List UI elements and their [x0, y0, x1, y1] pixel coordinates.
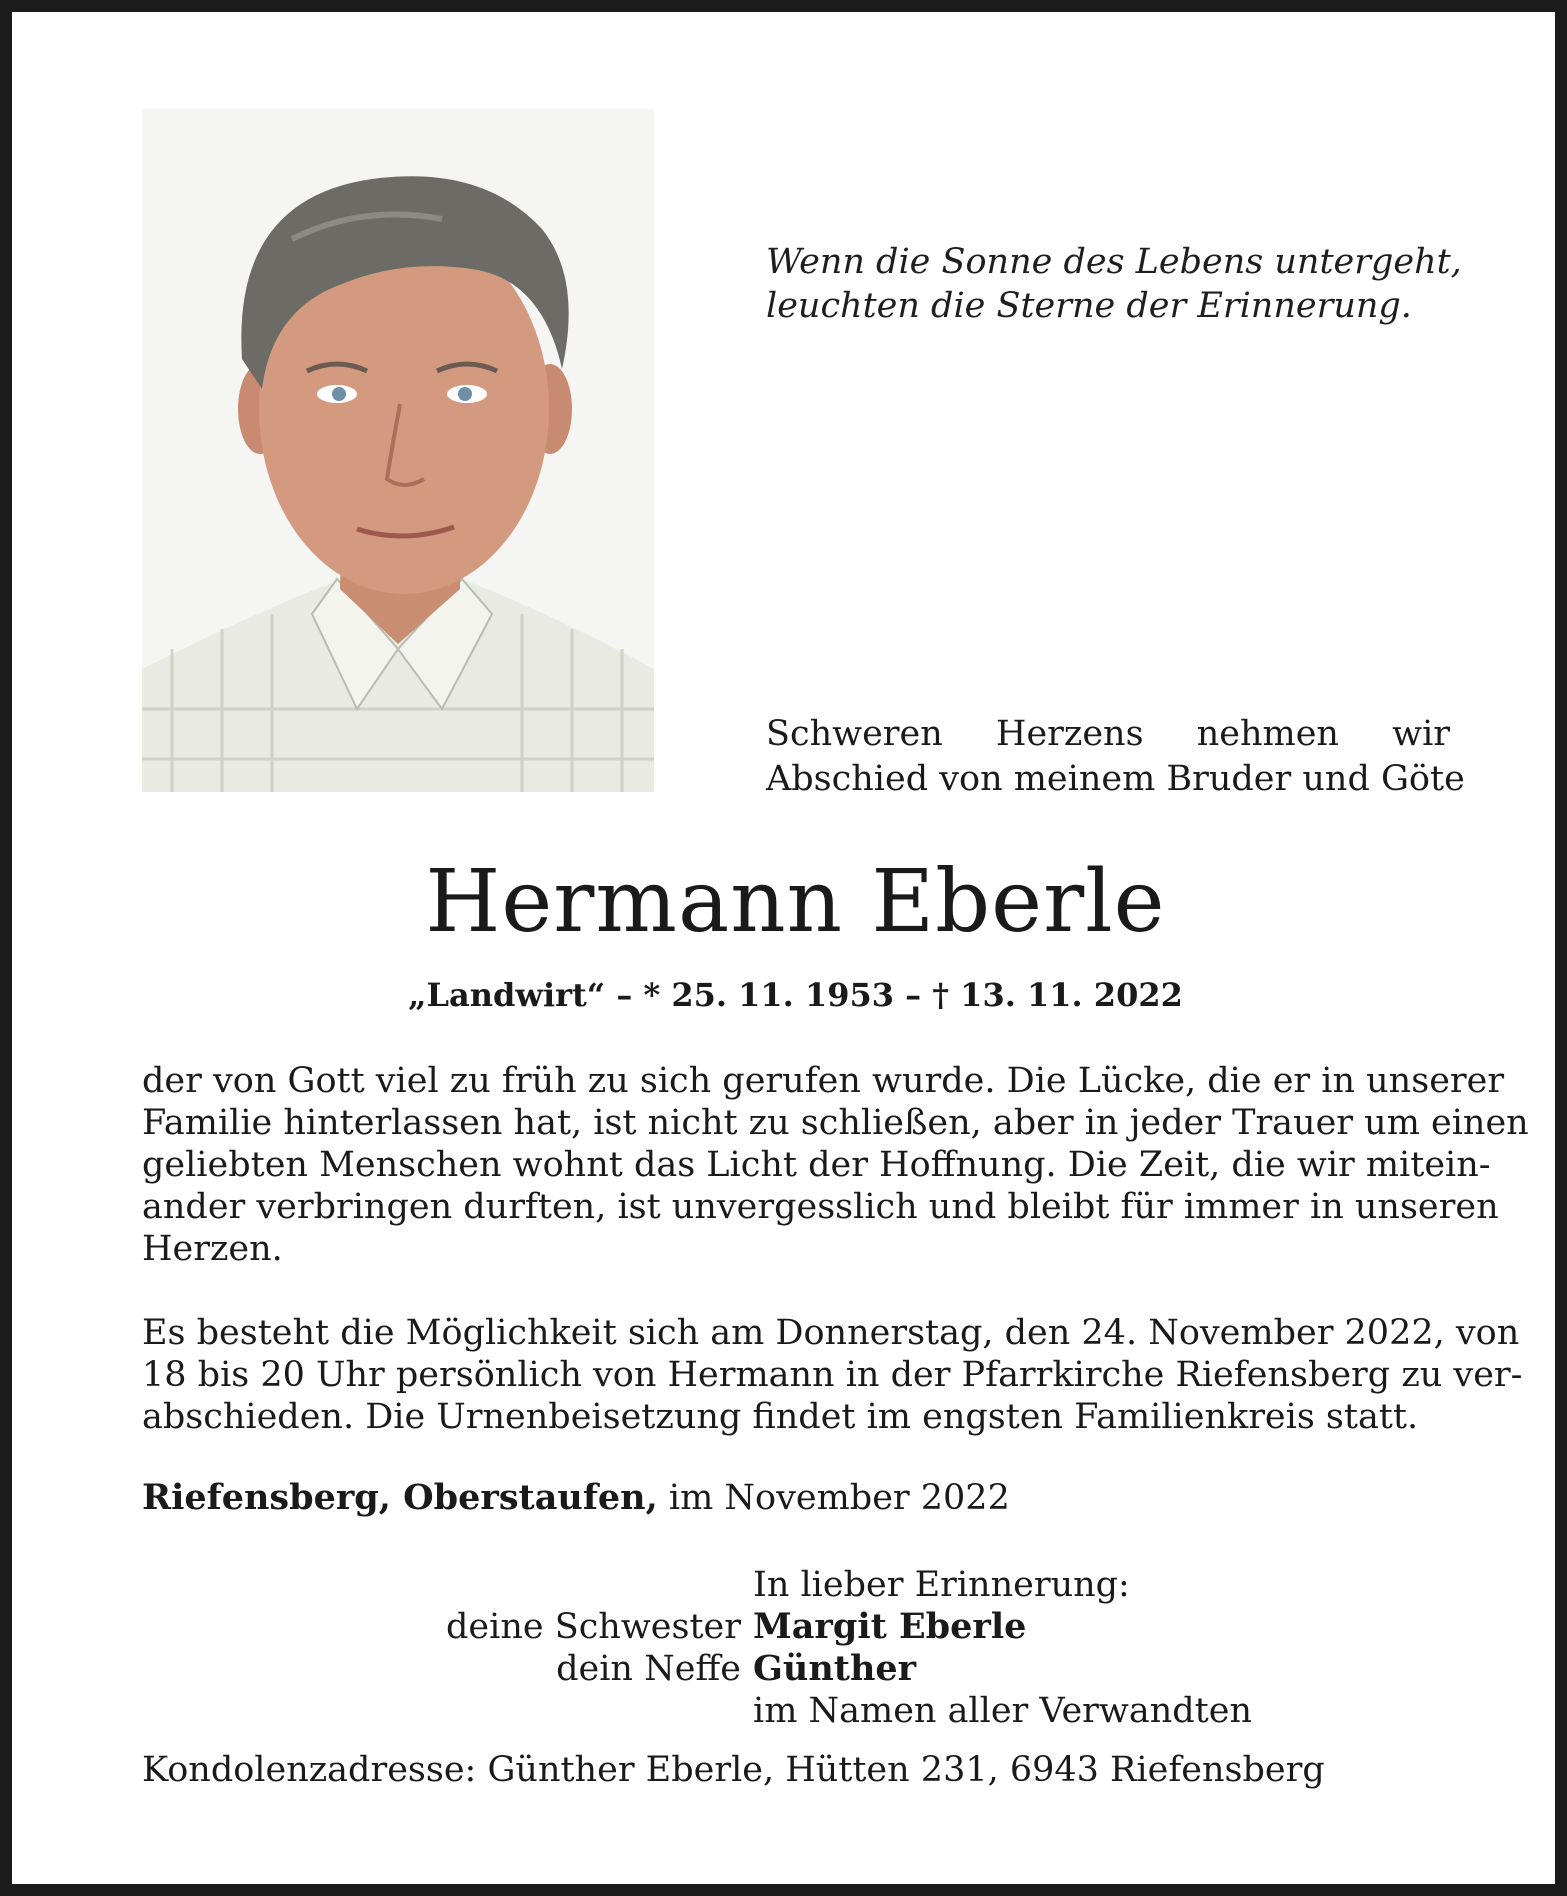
signer-name: Margit Eberle: [753, 1606, 1027, 1647]
condolence-address: Kondolenzadresse: Günther Eberle, Hütten 231, 6943 Riefensberg: [142, 1750, 1325, 1790]
signature-heading: In lieber Erinnerung:: [753, 1565, 1130, 1605]
paragraph-arrangements: [142, 1312, 1523, 1438]
relation-label: dein Neffe: [556, 1649, 741, 1689]
place-and-date: [142, 1477, 1010, 1519]
life-dates: „Landwirt“ – * 25. 11. 1953 – † 13. 11. 2022: [408, 976, 1183, 1014]
paragraph-line: Herzen.: [142, 1229, 283, 1269]
paragraph-line: abschieden. Die Urnenbeisetzung findet im engsten Familienkreis statt.: [142, 1397, 1419, 1437]
intro-line-2: Abschied von meinem Bruder und Göte: [766, 759, 1465, 799]
intro-text: [766, 712, 1465, 802]
portrait-photo: [142, 109, 654, 792]
motto-quote: [766, 240, 1486, 328]
signature-closing: im Namen aller Verwandten: [753, 1691, 1252, 1731]
paragraph-line: ander verbringen durften, ist unvergesslich und bleibt für immer in unseren: [142, 1187, 1499, 1227]
paragraph-line: Es besteht die Möglichkeit sich am Donnerstag, den 24. November 2022, von: [142, 1313, 1520, 1353]
paragraph-line: 18 bis 20 Uhr persönlich von Hermann in der Pfarrkirche Riefensberg zu ver-: [142, 1355, 1523, 1395]
motto-line-1: Wenn die Sonne des Lebens untergeht,: [766, 242, 1462, 282]
signature-row: [312, 1648, 1312, 1690]
signer-name: Günther: [753, 1648, 917, 1689]
places: Riefensberg, Oberstaufen,: [142, 1477, 658, 1518]
paragraph-line: Familie hinterlassen hat, ist nicht zu schließen, aber in jeder Trauer um einen: [142, 1103, 1529, 1143]
signature-block: [312, 1564, 1312, 1732]
paragraph-farewell: [142, 1060, 1529, 1270]
motto-line-2: leuchten die Sterne der Erinnerung.: [766, 286, 1412, 326]
paragraph-line: der von Gott viel zu früh zu sich gerufen wurde. Die Lücke, die er in unserer: [142, 1061, 1505, 1101]
date: im November 2022: [657, 1478, 1010, 1518]
deceased-name: Hermann Eberle: [425, 852, 1166, 952]
paragraph-line: geliebten Menschen wohnt das Licht der Hoffnung. Die Zeit, die wir mitein-: [142, 1145, 1491, 1185]
intro-line-1: Schweren Herzens nehmen wir: [766, 714, 1450, 754]
portrait-illustration: [142, 109, 654, 792]
relation-label: deine Schwester: [446, 1607, 741, 1647]
signature-row: [312, 1606, 1312, 1648]
